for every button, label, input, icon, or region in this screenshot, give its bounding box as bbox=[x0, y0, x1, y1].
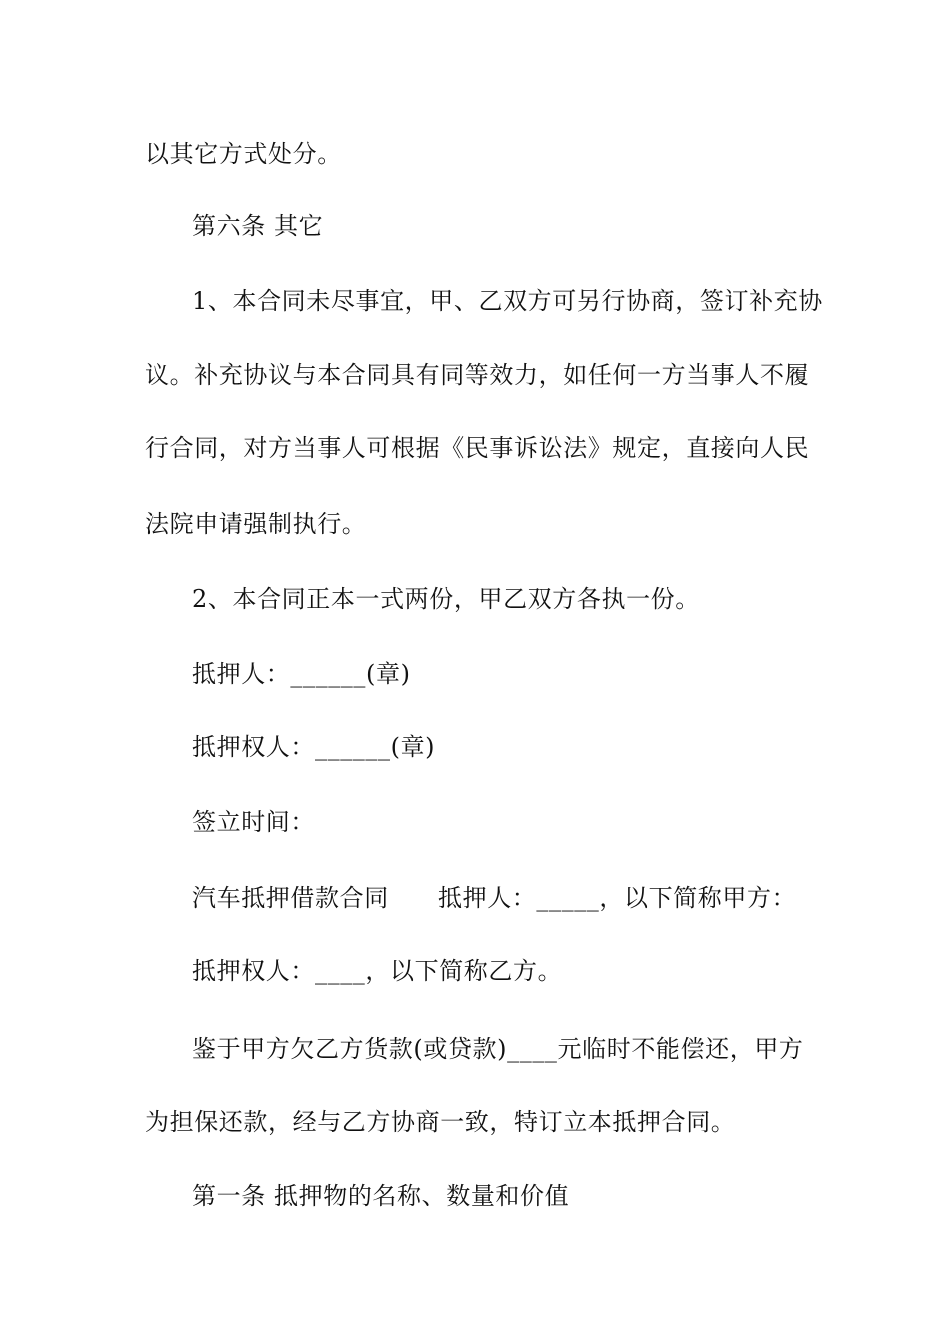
clause-2: 2、本合同正本一式两份，甲乙双方各执一份。 bbox=[192, 585, 700, 613]
clause-1-line-3: 行合同，对方当事人可根据《民事诉讼法》规定，直接向人民 bbox=[145, 434, 810, 462]
clause-1-line-2: 议。补充协议与本合同具有同等效力，如任何一方当事人不履 bbox=[145, 361, 810, 389]
mortgagor-signature: 抵押人：______(章) bbox=[192, 660, 411, 688]
article-six-heading: 第六条 其它 bbox=[192, 212, 324, 240]
clause-1-line-1: 1、本合同未尽事宜，甲、乙双方可另行协商，签订补充协 bbox=[192, 287, 823, 315]
mortgagee-signature: 抵押权人：______(章) bbox=[192, 733, 436, 761]
preamble-line-1: 鉴于甲方欠乙方货款(或贷款)____元临时不能偿还，甲方 bbox=[192, 1035, 804, 1063]
clause-1-line-4: 法院申请强制执行。 bbox=[145, 510, 367, 538]
mortgagee-party: 抵押权人：____，以下简称乙方。 bbox=[192, 957, 563, 985]
text-line-continuation: 以其它方式处分。 bbox=[145, 140, 342, 168]
preamble-line-2: 为担保还款，经与乙方协商一致，特订立本抵押合同。 bbox=[145, 1108, 736, 1136]
contract-title-and-mortgagor: 汽车抵押借款合同 抵押人：_____，以下简称甲方： bbox=[192, 884, 797, 912]
article-one-heading: 第一条 抵押物的名称、数量和价值 bbox=[192, 1182, 570, 1210]
signing-date: 签立时间： bbox=[192, 808, 315, 836]
